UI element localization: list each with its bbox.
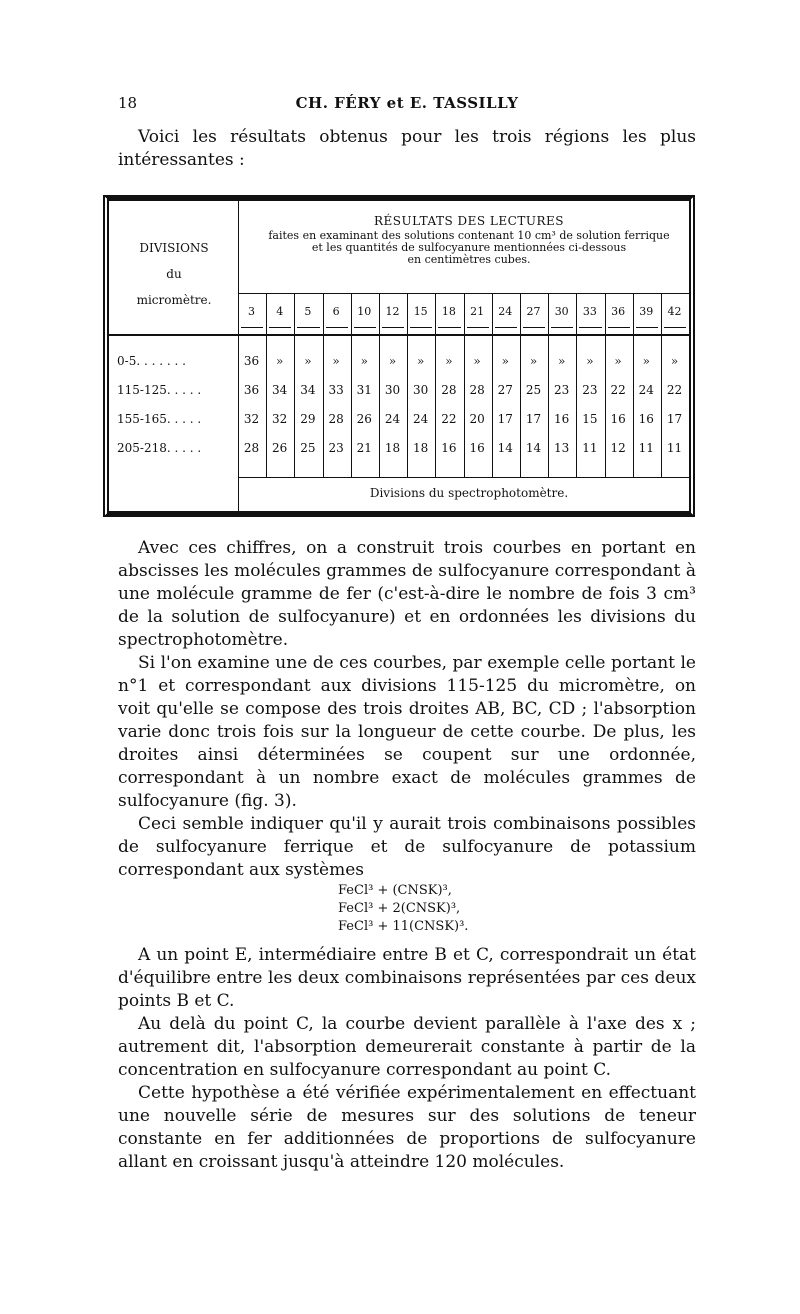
column-heading-underline: [410, 327, 432, 328]
column-heading: 21: [470, 305, 485, 318]
group-heading-subtitle: en centimètres cubes.: [407, 253, 531, 266]
column-heading: 5: [304, 305, 312, 318]
table-cell: 31: [356, 383, 372, 397]
group-heading-subtitle: faites en examinant des solutions contenant 10 cm³ de solution ferrique: [268, 229, 670, 242]
table-cell: 16: [610, 412, 626, 426]
head-bottom-rule: [109, 334, 689, 336]
stub-heading-line: du: [166, 267, 182, 281]
table-cell: 22: [666, 383, 683, 397]
column-heading: 10: [357, 305, 372, 318]
intro-paragraph: Voici les résultats obtenus pour les trois régions les plus intéressantes :: [118, 127, 696, 170]
table-cell: 13: [554, 441, 570, 455]
column-heading: 6: [332, 305, 340, 318]
paragraph: A un point E, intermédiaire entre B et C, correspondrait un état d'équilibre entre les deux combinaisons représentées par ces deux points B et C.: [118, 945, 696, 1011]
column-heading-underline: [495, 327, 517, 328]
row-label: 115-125. . . . .: [117, 383, 202, 397]
table-cell: 22: [441, 412, 457, 426]
table-cell: 11: [666, 441, 683, 455]
table-cell: »: [276, 354, 284, 368]
table-cell: 34: [272, 383, 288, 397]
table-cell: 26: [356, 412, 372, 426]
formula: FeCl³ + 2(CNSK)³,: [338, 901, 461, 916]
table-cell: 20: [469, 412, 485, 426]
page-number: 18: [118, 94, 138, 112]
column-heading-underline: [241, 327, 263, 328]
column-heading-underline: [382, 327, 404, 328]
results-table: [103, 195, 695, 517]
group-heading-title: RÉSULTATS DES LECTURES: [374, 214, 564, 228]
row-label: 205-218. . . . .: [117, 441, 202, 455]
table-cell: 27: [497, 383, 513, 397]
column-heading-underline: [438, 327, 460, 328]
column-heading: 36: [611, 305, 626, 318]
column-heading-underline: [608, 327, 630, 328]
table-cell: 30: [413, 383, 429, 397]
stub-heading-line: DIVISIONS: [139, 241, 209, 255]
paragraph: Si l'on examine une de ces courbes, par exemple celle portant le n°1 et correspondant aux divisions 115-125 du micromètre, on voit qu'elle se compose des trois droites AB, BC, CD ; l'absorption varie donc trois fois sur la longueur de cette courbe. De plus, les droites ainsi déterminées se coupent sur une ordonnée, correspondant à un nombre exact de molécules grammes de sulfocyanure (fig. 3).: [118, 653, 696, 811]
column-heading: 27: [526, 305, 541, 318]
stub-heading-line: micromètre.: [136, 293, 212, 307]
paragraph: Cette hypothèse a été vérifiée expérimentalement en effectuant une nouvelle série de mesures sur des solutions de teneur constante en fer additionnées de proportions de sulfocyanure allant en croissant jusqu'à atteindre 120 molécules.: [118, 1083, 696, 1172]
table-cell: »: [304, 354, 312, 368]
table-cell: 32: [243, 412, 260, 426]
table-cell: 36: [243, 383, 260, 397]
table-cell: »: [614, 354, 622, 368]
table-cell: 24: [638, 383, 654, 397]
column-heading: 33: [582, 305, 597, 318]
table-cell: 28: [243, 441, 260, 455]
table-cell: 17: [497, 412, 513, 426]
table-cell: 25: [525, 383, 542, 397]
table-cell: 16: [469, 441, 485, 455]
column-heading-underline: [551, 327, 573, 328]
table-cell: 11: [638, 441, 654, 455]
paragraph: Avec ces chiffres, on a construit trois courbes en portant en abscisses les molécules grammes de sulfocyanure correspondant à une molécule gramme de fer (c'est-à-dire le nombre de fois 3 cm³ de la solution de sulfocyanure) et en ordonnées les divisions du spectrophotomètre.: [118, 538, 696, 650]
column-heading-underline: [523, 327, 545, 328]
table-cell: 21: [356, 441, 372, 455]
running-head: [118, 94, 696, 116]
table-cell: »: [501, 354, 509, 368]
table-cell: 22: [610, 383, 626, 397]
column-heading-underline: [326, 327, 348, 328]
table-cell: 36: [243, 354, 260, 368]
body-text: [118, 537, 696, 1174]
stub-heading: [109, 235, 239, 313]
table-cell: »: [332, 354, 340, 368]
table-cell: 18: [413, 441, 429, 455]
table-cell: »: [670, 354, 679, 368]
column-heading-underline: [636, 327, 658, 328]
table-cell: 24: [384, 412, 401, 426]
running-title: CH. FÉRY et E. TASSILLY: [295, 94, 519, 112]
table-cell: 16: [554, 412, 570, 426]
column-heading-underline: [297, 327, 319, 328]
table-cell: 18: [384, 441, 401, 455]
table-cell: 11: [582, 441, 598, 455]
table-cell: 23: [582, 383, 598, 397]
column-heading: 4: [276, 305, 284, 318]
formula: FeCl³ + 11(CNSK)³.: [338, 919, 469, 934]
column-heading: 30: [554, 305, 569, 318]
column-heading-underline: [467, 327, 489, 328]
table-cell: 28: [441, 383, 457, 397]
group-heading: [244, 215, 694, 266]
table-cell: 28: [469, 383, 485, 397]
table-cell: »: [360, 354, 368, 368]
table-cell: 25: [300, 441, 316, 455]
table-cell: 14: [497, 441, 513, 455]
table-cell: »: [529, 354, 538, 368]
footer-rule: [238, 477, 689, 478]
column-heading: 3: [248, 305, 255, 318]
column-heading-underline: [269, 327, 291, 328]
table-cell: 32: [272, 412, 288, 426]
column-heading: 18: [441, 305, 456, 318]
column-heading-underline: [579, 327, 601, 328]
table-cell: 24: [413, 412, 429, 426]
table-cell: 33: [328, 383, 344, 397]
table-cell: 16: [441, 441, 457, 455]
table-cell: 23: [554, 383, 570, 397]
column-heading: 39: [639, 305, 654, 318]
table-footer: Divisions du spectrophotomètre.: [369, 486, 569, 500]
table-cell: 17: [525, 412, 542, 426]
table-cell: 29: [300, 412, 316, 426]
table-cell: 28: [328, 412, 344, 426]
table-cell: »: [417, 354, 425, 368]
table-cell: 26: [272, 441, 288, 455]
table-cell: »: [558, 354, 566, 368]
column-heading: 15: [413, 305, 428, 318]
table-cell: »: [642, 354, 650, 368]
column-heading: 42: [667, 305, 682, 318]
table-cell: 14: [525, 441, 542, 455]
table-cell: 15: [582, 412, 598, 426]
formula: FeCl³ + (CNSK)³,: [338, 883, 452, 898]
row-label: 155-165. . . . .: [117, 412, 202, 426]
table-cell: »: [388, 354, 397, 368]
table-cell: 34: [300, 383, 316, 397]
group-heading-subtitle: et les quantités de sulfocyanure mentionnées ci-dessous: [311, 241, 627, 254]
table-cell: 17: [666, 412, 683, 426]
column-heading-underline: [664, 327, 686, 328]
paragraph: Au delà du point C, la courbe devient parallèle à l'axe des x ; autrement dit, l'absorption demeurerait constante à partir de la concentration en sulfocyanure correspondant au point C.: [118, 1014, 696, 1080]
row-label: 0-5. . . . . . .: [117, 354, 186, 368]
table-cell: »: [445, 354, 453, 368]
column-heading: 24: [498, 305, 513, 318]
column-heading: 12: [385, 305, 400, 318]
table-cell: 16: [638, 412, 654, 426]
table-cell: »: [586, 354, 594, 368]
column-heading-underline: [354, 327, 376, 328]
table-cell: 12: [610, 441, 626, 455]
table-cell: 30: [384, 383, 401, 397]
table-cell: »: [473, 354, 481, 368]
table-cell: 23: [328, 441, 344, 455]
paragraph: Ceci semble indiquer qu'il y aurait trois combinaisons possibles de sulfocyanure ferrique et de sulfocyanure de potassium correspondant aux systèmes: [118, 814, 696, 880]
